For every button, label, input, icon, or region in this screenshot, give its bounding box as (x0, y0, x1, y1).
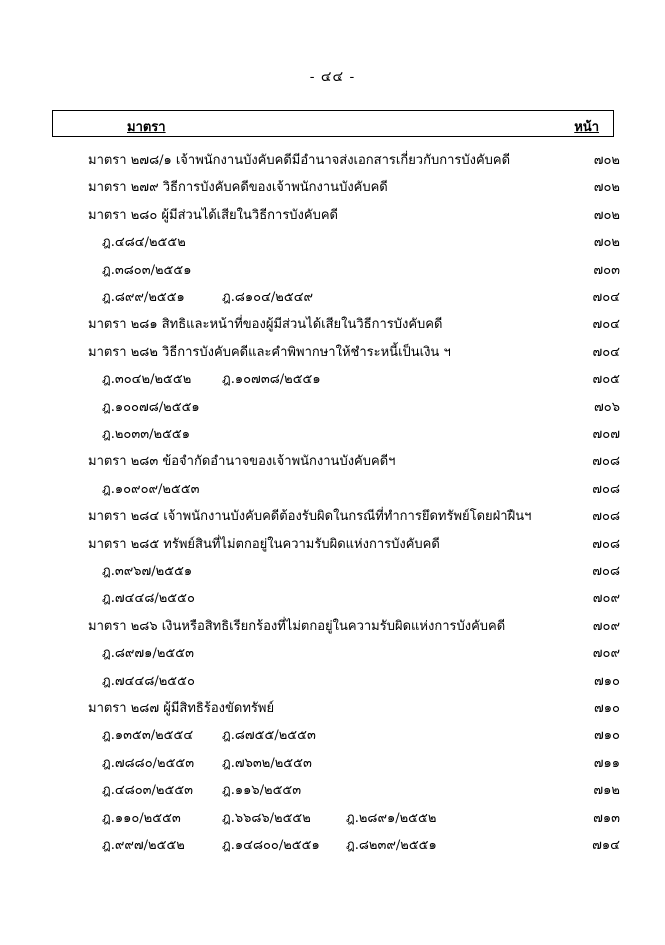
section-title: มาตรา ๒๗๘/๑ เจ้าพนักงานบังคับคดีมีอำนาจส่งเอกสารเกี่ยวกับการบังคับคดี (88, 153, 511, 168)
page-reference: ๗๑๔ (592, 838, 620, 853)
section-entry (0, 145, 665, 169)
case-entry (0, 364, 665, 388)
case-entry (0, 556, 665, 580)
section-title: มาตรา ๒๘๖ เงินหรือสิทธิเรียกร้องที่ไม่ตกอยู่ในความรับผิดแห่งการบังคับคดี (88, 618, 506, 634)
case-reference: ฎ.๑๐๐๗๘/๒๕๕๑ (102, 399, 200, 415)
table-header (52, 110, 614, 137)
page-reference: ๗๐๒ (593, 153, 620, 168)
page-reference: ๗๐๙ (592, 591, 620, 607)
case-reference: ฎ.๘๑๐๔/๒๕๔๙ (222, 290, 314, 305)
section-column-header: มาตรา (127, 120, 166, 135)
section-entry (0, 200, 665, 224)
case-entry (0, 474, 665, 498)
case-reference: ฎ.๘๒๓๙/๒๕๕๑ (346, 838, 437, 853)
page-reference: ๗๑๐ (594, 673, 620, 689)
page-reference: ๗๐๔ (592, 317, 620, 333)
page-reference: ๗๐๘ (592, 481, 620, 497)
case-entry (0, 720, 665, 744)
page-reference: ๗๑๑ (593, 755, 620, 771)
section-entry (0, 337, 665, 361)
section-title: มาตรา ๒๘๕ ทรัพย์สินที่ไม่ตกอยู่ในความรับผิดแห่งการบังคับคดี (88, 536, 440, 552)
page-reference: ๗๐๙ (592, 618, 620, 634)
case-entry (0, 638, 665, 662)
case-reference: ฎ.๗๔๔๘/๒๕๕๐ (102, 591, 195, 607)
page-number: - ๔๔ - (309, 69, 356, 85)
section-entry (0, 309, 665, 333)
case-entry (0, 583, 665, 607)
case-entry (0, 282, 665, 306)
section-entry (0, 501, 665, 525)
section-title: มาตรา ๒๘๒ วิธีการบังคับคดีและคำพิพากษาให้ชำระหนี้เป็นเงิน ฯ (88, 344, 451, 360)
section-entry (0, 611, 665, 635)
case-entry (0, 830, 665, 854)
case-reference: ฎ.๙๙๗/๒๕๕๒ (102, 838, 185, 853)
page-reference: ๗๐๗ (592, 427, 620, 442)
page-reference: ๗๑๐ (594, 728, 620, 744)
section-title: มาตรา ๒๘๓ ข้อจำกัดอำนาจของเจ้าพนักงานบังคับคดีฯ (88, 454, 396, 470)
case-reference: ฎ.๗๘๘๐/๒๕๕๓ (102, 755, 195, 771)
case-reference: ฎ.๑๑๖/๒๕๕๓ (222, 783, 302, 799)
page-reference: ๗๑๓ (593, 810, 620, 826)
section-entry (0, 529, 665, 553)
case-reference: ฎ.๑๐๙๐๙/๒๕๕๓ (102, 481, 200, 497)
case-reference: ฎ.๘๙๙/๒๕๕๑ (102, 290, 185, 305)
section-entry (0, 693, 665, 717)
section-entry (0, 172, 665, 196)
case-reference: ฎ.๑๑๐/๒๕๕๓ (102, 810, 181, 826)
case-entry (0, 775, 665, 799)
case-reference: ฎ.๖๖๘๖/๒๕๕๒ (222, 810, 311, 826)
page-reference: ๗๐๕ (592, 372, 620, 388)
case-entry (0, 666, 665, 690)
page-reference: ๗๐๒ (593, 180, 620, 196)
section-entry (0, 446, 665, 470)
case-entry (0, 392, 665, 416)
case-reference: ฎ.๓๐๔๒/๒๕๕๒ (102, 372, 192, 388)
page-reference: ๗๐๓ (593, 262, 620, 278)
case-reference: ฎ.๑๔๘๐๐/๒๕๕๑ (222, 838, 320, 853)
case-reference: ฎ.๑๓๕๓/๒๕๕๔ (102, 728, 194, 744)
page-reference: ๗๑๐ (594, 701, 620, 716)
case-reference: ฎ.๓๙๖๗/๒๕๕๑ (102, 564, 193, 579)
page-reference: ๗๐๘ (592, 454, 620, 470)
case-reference: ฎ.๑๐๗๓๘/๒๕๕๑ (222, 372, 321, 388)
page-reference: ๗๐๘ (592, 564, 620, 579)
case-entry (0, 803, 665, 827)
case-entry (0, 255, 665, 279)
case-entry (0, 227, 665, 251)
page-reference: ๗๐๖ (594, 399, 620, 415)
section-title: มาตรา ๒๗๙ วิธีการบังคับคดีของเจ้าพนักงานบังคับคดี (88, 180, 388, 196)
case-reference: ฎ.๔๘๐๓/๒๕๕๓ (102, 783, 194, 799)
case-reference: ฎ.๔๘๔/๒๕๕๒ (102, 235, 186, 251)
case-reference: ฎ.๓๘๐๓/๒๕๕๑ (102, 262, 192, 278)
case-reference: ฎ.๗๔๔๘/๒๕๕๐ (102, 673, 195, 689)
page-reference: ๗๐๒ (593, 207, 620, 223)
section-title: มาตรา ๒๘๗ ผู้มีสิทธิร้องขัดทรัพย์ (88, 701, 275, 716)
page-reference: ๗๐๒ (593, 235, 620, 251)
page-reference: ๗๐๘ (592, 509, 620, 525)
page-reference: ๗๐๔ (592, 344, 620, 360)
page-reference: ๗๐๔ (592, 290, 620, 305)
page-reference: ๗๐๘ (592, 536, 620, 552)
case-reference: ฎ.๘๙๗๑/๒๕๕๓ (102, 646, 194, 662)
case-reference: ฎ.๒๐๓๓/๒๕๕๑ (102, 427, 191, 442)
case-entry (0, 419, 665, 443)
page-reference: ๗๐๙ (592, 646, 620, 662)
section-title: มาตรา ๒๘๐ ผู้มีส่วนได้เสียในวิธีการบังคับคดี (88, 207, 338, 223)
page-column-header: หน้า (574, 120, 599, 135)
page-reference: ๗๑๒ (593, 783, 620, 799)
section-title: มาตรา ๒๘๑ สิทธิและหน้าที่ของผู้มีส่วนได้เสียในวิธีการบังคับคดี (88, 317, 443, 333)
case-reference: ฎ.๒๘๙๑/๒๕๕๒ (346, 810, 437, 826)
case-reference: ฎ.๘๗๕๕/๒๕๕๓ (222, 728, 316, 744)
case-entry (0, 748, 665, 772)
case-reference: ฎ.๗๖๓๒/๒๕๕๓ (222, 755, 312, 771)
section-title: มาตรา ๒๘๔ เจ้าพนักงานบังคับคดีต้องรับผิดในกรณีที่ทำการยึดทรัพย์โดยฝ่าฝืนฯ (88, 509, 532, 525)
